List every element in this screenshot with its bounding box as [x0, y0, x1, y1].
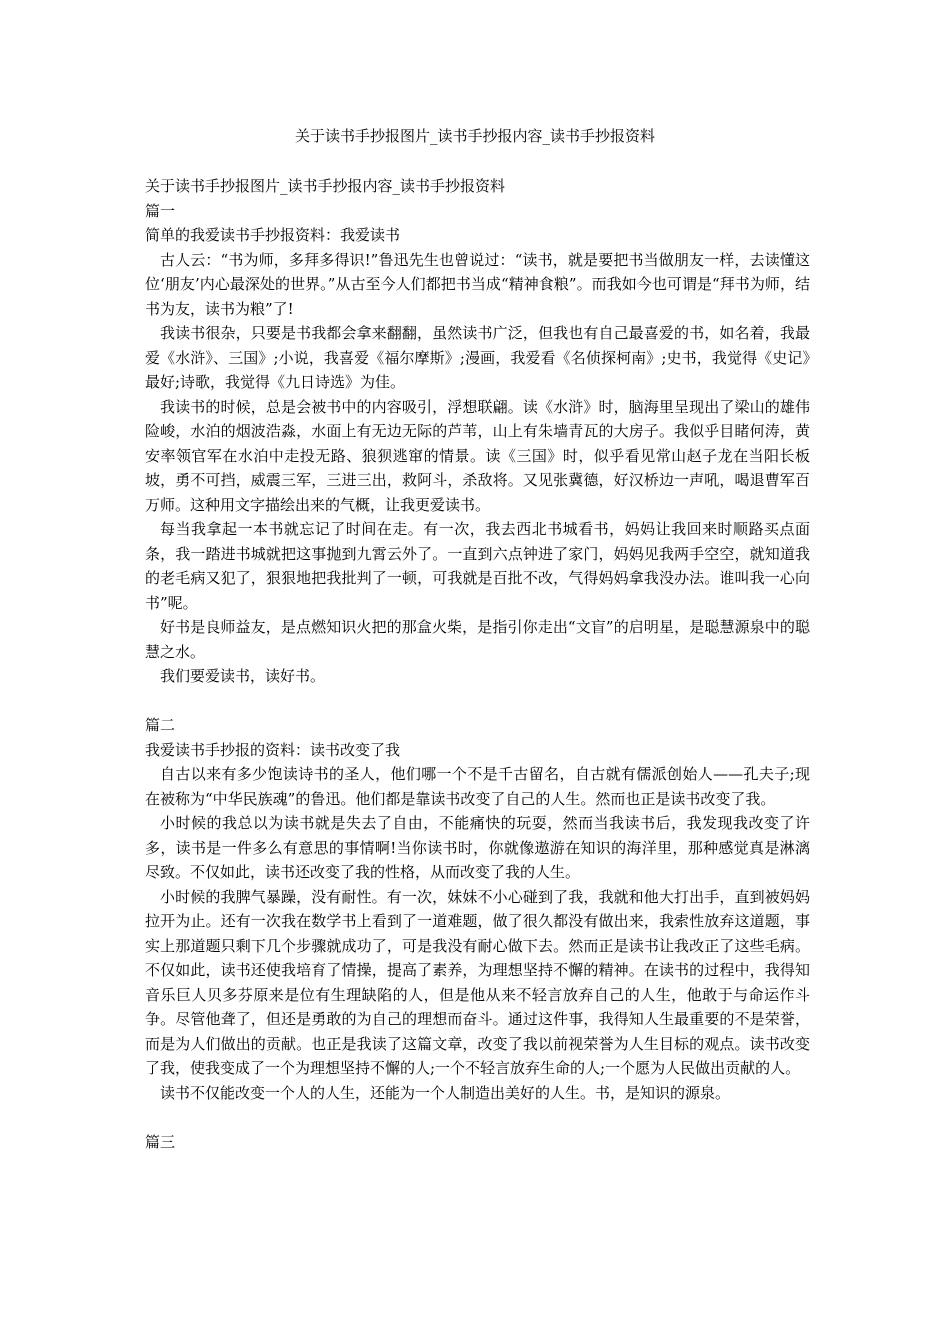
section-1-title: 简单的我爱读书手抄报资料：我爱读书 [145, 226, 401, 244]
paragraph: 每当我拿起一本书就忘记了时间在走。有一次，我去西北书城看书，妈妈让我回来时顺路买点面条，我一踏进书城就把这事抛到九霄云外了。一直到六点钟进了家门，妈妈见我两手空空，就知道我的老毛病又犯了，狠狠地把我批判了一顿，可我就是百批不改，气得妈妈拿我没办法。谁叫我一心向书”呢。 [145, 520, 810, 612]
section-2-title: 我爱读书手抄报的资料：读书改变了我 [145, 740, 401, 759]
section-1-heading: 篇一 [145, 201, 176, 220]
paragraph: 小时候的我总以为读书就是失去了自由，不能痛快的玩耍，然而当我读书后，我发现我改变了许多，读书是一件多么有意思的事情啊!当你读书时，你就像遨游在知识的海洋里，那种感觉真是淋漓尽致。不仅如此，读书还改变了我的性格，从而改变了我的人生。 [145, 814, 810, 881]
document-subtitle: 关于读书手抄报图片_读书手抄报内容_读书手抄报资料 [145, 177, 506, 195]
spacer [145, 1105, 810, 1130]
section-3-heading: 篇三 [145, 1132, 176, 1151]
document-title: 关于读书手抄报图片_读书手抄报内容_读书手抄报资料 [294, 127, 655, 145]
paragraph: 我们要爱读书，读好书。 [160, 667, 326, 685]
paragraph: 我读书很杂，只要是书我都会拿来翻翻，虽然读书广泛，但我也有自己最喜爱的书，如名着，我最爱《水浒》、三国》;小说，我喜爱《福尔摩斯》;漫画，我爱看《名侦探柯南》;史书，我觉得《史记》最好;诗歌，我觉得《九日诗选》为佳。 [145, 324, 810, 391]
paragraph: 自古以来有多少饱读诗书的圣人，他们哪一个不是千古留名，自古就有儒派创始人——孔夫子;现在被称为“中华民族魂”的鲁迅。他们都是靠读书改变了自己的人生。然而也正是读书改变了我。 [145, 765, 810, 808]
paragraph: 好书是良师益友，是点燃知识火把的那盒火柴，是指引你走出“文盲”的启明星，是聪慧源泉中的聪慧之水。 [145, 618, 810, 661]
paragraph: 读书不仅能改变一个人的人生，还能为一个人制造出美好的人生。书，是知识的源泉。 [160, 1083, 731, 1102]
spacer [145, 689, 810, 714]
section-2-heading: 篇二 [145, 716, 176, 734]
paragraph: 古人云：“书为师，多拜多得识!”鲁迅先生也曾说过：“读书，就是要把书当做朋友一样，去读懂这位‘朋友’内心最深处的世界。”从古至今人们都把书当成“精神食粮”。而我如今也可谓是“拜书为师，结书为友，读书为粮”了! [145, 250, 810, 318]
paragraph: 我读书的时候，总是会被书中的内容吸引，浮想联翩。读《水浒》时，脑海里呈现出了梁山的雄伟险峻，水泊的烟波浩淼，水面上有无边无际的芦苇，山上有朱墙青瓦的大房子。我似乎目睹何涛，黄安率领官军在水泊中走投无路、狼狈逃窜的情景。读《三国》时，似乎看见常山赵子龙在当阳长板坡，勇不可挡，威震三军，三进三出，救阿斗，杀敌将。又见张冀德，好汉桥边一声吼，喝退曹军百万师。这种用文字描绘出来的气概，让我更爱读书。 [145, 397, 810, 514]
document-body [145, 174, 810, 1154]
paragraph: 小时候的我脾气暴躁，没有耐性。有一次，妹妹不小心碰到了我，我就和他大打出手，直到被妈妈拉开为止。还有一次我在数学书上看到了一道难题，做了很久都没有做出来，我索性放弃这道题，事实上那道题只剩下几个步骤就成功了，可是我没有耐心做下去。然而正是读书让我改正了这些毛病。不仅如此，读书还使我培育了情操，提高了素养，为理想坚持不懈的精神。在读书的过程中，我得知音乐巨人贝多芬原来是位有生理缺陷的人，但是他从来不轻言放弃自己的人生，他敢于与命运作斗争。尽管他聋了，但还是勇敢的为自己的理想而奋斗。通过这件事，我得知人生最重要的不是荣誉，而是为人们做出的贡献。也正是我读了这篇文章，改变了我以前视荣誉为人生目标的观点。读书改变了我，使我变成了一个为理想坚持不懈的人;一个不轻言放弃生命的人;一个愿为人民做出贡献的人。 [145, 887, 810, 1077]
